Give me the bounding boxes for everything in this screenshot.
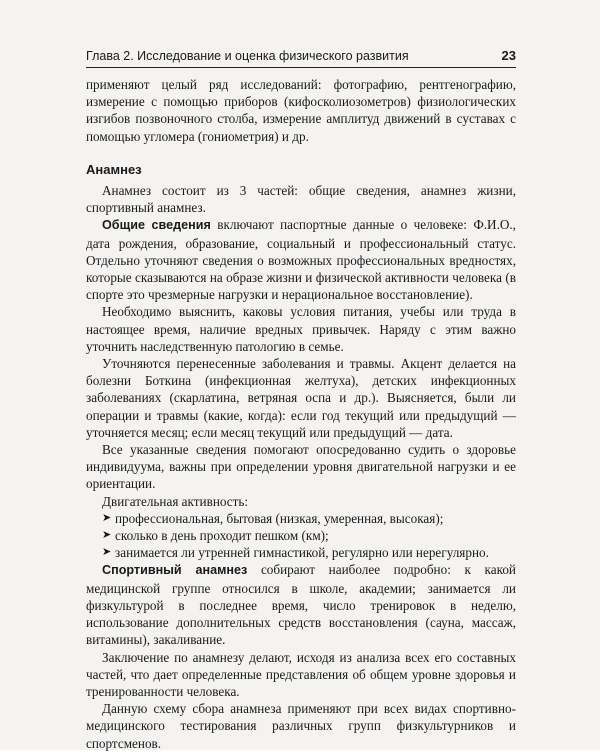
sport-anamnesis-term: Спортивный анамнез	[102, 563, 248, 578]
section-heading: Анамнез	[86, 161, 142, 177]
paragraph-sport-anamnesis	[86, 561, 516, 648]
general-info-text: включают паспортные данные о человеке: Ф.И.О., дата рождения, образование, социальный и профессиональный статус. Отдельно уточняют сведения о возможных профессиональных вредностях, которые сказываются на образе жизни и физической активности человека (в спорте это чрезмерные нагрузки и нерациональное восстановление).	[86, 217, 516, 303]
paragraph-general-info	[86, 216, 516, 303]
list-item: ➤ профессиональная, бытовая (низкая, умеренная, высокая);	[102, 510, 444, 526]
list-item: ➤ занимается ли утренней гимнастикой, регулярно или нерегулярно.	[102, 545, 489, 561]
running-header	[86, 48, 516, 68]
arrow-bullet-icon: ➤	[102, 529, 112, 542]
paragraph-health-assessment: Все указанные сведения помогают опосредованно судить о здоровье индивидуума, важны при определении уровня двигательной нагрузки и ее ориентации.	[86, 442, 516, 492]
page-number: 23	[501, 48, 516, 63]
paragraph-living-conditions: Необходимо выяснить, каковы условия питания, учебы или труда в настоящее время, наличие вредных привычек. Наряду с этим важно уточнить наследственную патологию в семье.	[86, 304, 516, 354]
page-body	[86, 76, 516, 752]
paragraph-diseases: Уточняются перенесенные заболевания и травмы. Акцент делается на болезни Боткина (инфекционная желтуха), детских инфекционных заболеваниях (скарлатина, ветряная оспа и др.). Выясняется, были ли операции и травмы (какие, когда): если год текущий или предыдущий — уточняется месяц; если месяц текущий или предыдущий — дата.	[86, 356, 516, 440]
list-item: ➤ сколько в день проходит пешком (км);	[102, 528, 329, 544]
arrow-bullet-icon: ➤	[102, 511, 112, 524]
paragraph-anamnesis-parts: Анамнез состоит из 3 частей: общие сведения, анамнез жизни, спортивный анамнез.	[86, 183, 516, 216]
paragraph-activity-label: Двигательная активность:	[102, 493, 249, 509]
general-info-term: Общие сведения	[102, 218, 211, 233]
chapter-title: Глава 2. Исследование и оценка физического развития	[86, 49, 409, 63]
intro-paragraph: применяют целый ряд исследований: фотографию, рентгенографию, измерение с помощью приборов (кифосколиозометров) физиологических изгибов позвоночного столба, измерение амплитуд движений в суставах с помощью угломера (гониометрия) и др.	[86, 77, 516, 144]
sport-anamnesis-text: собирают наиболее подробно: к какой медицинской группе относился в школе, академии; занимается ли физкультурой в последнее время, число тренировок в неделю, использование дополнительных средств восстановления (сауна, массаж, витамины), закаливание.	[86, 562, 516, 648]
arrow-bullet-icon: ➤	[102, 546, 112, 559]
activity-list	[86, 510, 516, 562]
paragraph-conclusion: Заключение по анамнезу делают, исходя из анализа всех его составных частей, что дает определенные представления об общем уровне здоровья и тренированности человека.	[86, 649, 516, 699]
paragraph-scheme: Данную схему сбора анамнеза применяют при всех видах спортивно-медицинского тестирования различных групп физкультурников и спортсменов.	[86, 701, 516, 751]
